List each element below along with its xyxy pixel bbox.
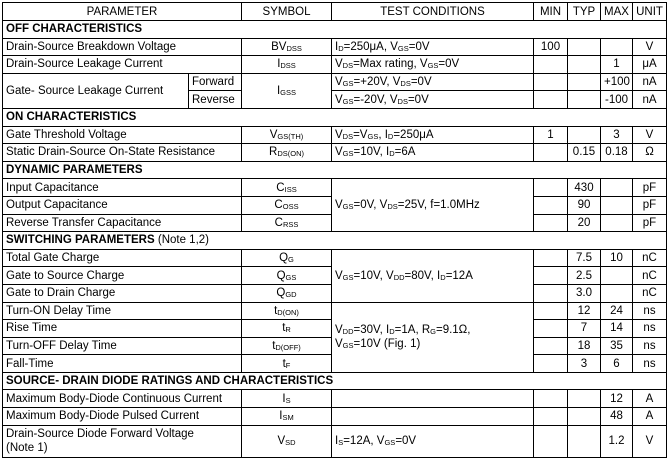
table-row xyxy=(3,179,667,197)
max-cell: 14 xyxy=(601,320,633,338)
param-cell: Gate- Source Leakage Current xyxy=(3,73,189,108)
param-cell: Drain-Source Breakdown Voltage xyxy=(3,38,242,56)
header-parameter: PARAMETER xyxy=(3,3,242,21)
min-cell xyxy=(534,408,568,426)
max-cell: 12 xyxy=(601,390,633,408)
typ-cell xyxy=(568,408,601,426)
min-cell xyxy=(534,390,568,408)
max-cell xyxy=(601,214,633,232)
table-row xyxy=(3,73,667,91)
typ-cell xyxy=(568,38,601,56)
unit-cell: ns xyxy=(633,302,667,320)
section-title: DYNAMIC PARAMETERS xyxy=(3,161,667,179)
table-row xyxy=(3,302,667,320)
max-cell xyxy=(601,284,633,302)
unit-cell: V xyxy=(633,126,667,144)
unit-cell: nC xyxy=(633,284,667,302)
condition-cell: $V_{DS}=Max$ rating, $V_{GS}=0V$ xyxy=(332,56,534,74)
max-cell: -100 xyxy=(601,91,633,109)
typ-cell xyxy=(568,425,601,457)
condition-cell: $I_S=12A$, $V_{GS}=0V$ xyxy=(332,425,534,457)
symbol-cell: $t_F$ xyxy=(242,355,332,373)
unit-cell: ns xyxy=(633,337,667,355)
min-cell xyxy=(534,91,568,109)
header-row xyxy=(3,3,667,21)
min-cell xyxy=(534,196,568,214)
min-cell xyxy=(534,337,568,355)
min-cell xyxy=(534,56,568,74)
param-cell: Output Capacitance xyxy=(3,196,242,214)
typ-cell xyxy=(568,91,601,109)
section-dynamic xyxy=(3,161,667,179)
max-cell: +100 xyxy=(601,73,633,91)
max-cell: 48 xyxy=(601,408,633,426)
typ-cell xyxy=(568,56,601,74)
header-symbol: SYMBOL xyxy=(242,3,332,21)
condition-cell xyxy=(332,408,534,426)
typ-cell: 12 xyxy=(568,302,601,320)
symbol-cell: $I_S$ xyxy=(242,390,332,408)
unit-cell: nC xyxy=(633,267,667,285)
condition-cell: $I_D=250\mu A$, $V_{GS}=0V$ xyxy=(332,38,534,56)
header-typ: TYP xyxy=(568,3,601,21)
typ-cell: 430 xyxy=(568,179,601,197)
param-cell: Static Drain-Source On-State Resistance xyxy=(3,144,242,162)
condition-cell: $V_{DD}=30V$, $I_D=1A$, $R_G=9.1\Omega$, $V_{GS}=10V$ (Fig. 1) xyxy=(332,302,534,372)
max-cell: 10 xyxy=(601,249,633,267)
symbol-cell: $C_{OSS}$ xyxy=(242,196,332,214)
header-max: MAX xyxy=(601,3,633,21)
min-cell xyxy=(534,267,568,285)
min-cell: 1 xyxy=(534,126,568,144)
table-row xyxy=(3,126,667,144)
param-cell: Turn-OFF Delay Time xyxy=(3,337,242,355)
min-cell xyxy=(534,179,568,197)
unit-cell: μA xyxy=(633,56,667,74)
condition-cell: $V_{GS}=-20V$, $V_{DS}=0V$ xyxy=(332,91,534,109)
min-cell xyxy=(534,144,568,162)
param-cell: Rise Time xyxy=(3,320,242,338)
typ-cell: 7.5 xyxy=(568,249,601,267)
condition-cell: $V_{GS}=+20V$, $V_{DS}=0V$ xyxy=(332,73,534,91)
unit-cell: pF xyxy=(633,214,667,232)
header-min: MIN xyxy=(534,3,568,21)
min-cell xyxy=(534,320,568,338)
min-cell xyxy=(534,214,568,232)
max-cell: 3 xyxy=(601,126,633,144)
unit-cell: ns xyxy=(633,320,667,338)
param-cell: Drain-Source Leakage Current xyxy=(3,56,242,74)
table-row xyxy=(3,390,667,408)
min-cell xyxy=(534,302,568,320)
typ-cell: 2.5 xyxy=(568,267,601,285)
max-cell: 0.18 xyxy=(601,144,633,162)
section-title: OFF CHARACTERISTICS xyxy=(3,21,667,39)
condition-cell: $V_{GS}=0V$, $V_{DS}=25V$, f=1.0MHz xyxy=(332,179,534,232)
param-cell: Fall-Time xyxy=(3,355,242,373)
section-diode xyxy=(3,372,667,390)
param-cell: Gate to Drain Charge xyxy=(3,284,242,302)
min-cell: 100 xyxy=(534,38,568,56)
table-row xyxy=(3,249,667,267)
typ-cell xyxy=(568,126,601,144)
condition-cell xyxy=(332,390,534,408)
condition-cell: $V_{DS}=V_{GS}$, $I_D=250\mu A$ xyxy=(332,126,534,144)
min-cell xyxy=(534,249,568,267)
max-cell: 35 xyxy=(601,337,633,355)
symbol-cell: $R_{DS(ON)}$ xyxy=(242,144,332,162)
max-cell: 6 xyxy=(601,355,633,373)
symbol-cell: $I_{DSS}$ xyxy=(242,56,332,74)
electrical-characteristics-table xyxy=(2,2,667,458)
symbol-cell: $C_{RSS}$ xyxy=(242,214,332,232)
subparam-cell: Forward xyxy=(189,73,242,91)
unit-cell: pF xyxy=(633,179,667,197)
symbol-cell: $t_{D(ON)}$ xyxy=(242,302,332,320)
unit-cell: Ω xyxy=(633,144,667,162)
max-cell xyxy=(601,196,633,214)
unit-cell: pF xyxy=(633,196,667,214)
unit-cell: nC xyxy=(633,249,667,267)
typ-cell: 7 xyxy=(568,320,601,338)
unit-cell: V xyxy=(633,38,667,56)
symbol-cell: $Q_{GS}$ xyxy=(242,267,332,285)
unit-cell: ns xyxy=(633,355,667,373)
typ-cell: 90 xyxy=(568,196,601,214)
symbol-cell: $BV_{DSS}$ xyxy=(242,38,332,56)
symbol-cell: $C_{ISS}$ xyxy=(242,179,332,197)
section-switching xyxy=(3,232,667,250)
param-cell: Turn-ON Delay Time xyxy=(3,302,242,320)
max-cell: 1.2 xyxy=(601,425,633,457)
section-title: ON CHARACTERISTICS xyxy=(3,108,667,126)
symbol-cell: $Q_G$ xyxy=(242,249,332,267)
section-on xyxy=(3,108,667,126)
symbol-cell: $I_{SM}$ xyxy=(242,408,332,426)
symbol-cell: $I_{GSS}$ xyxy=(242,73,332,108)
min-cell xyxy=(534,73,568,91)
unit-cell: nA xyxy=(633,73,667,91)
symbol-cell: $V_{GS(TH)}$ xyxy=(242,126,332,144)
typ-cell: 3 xyxy=(568,355,601,373)
unit-cell: V xyxy=(633,425,667,457)
typ-cell: 20 xyxy=(568,214,601,232)
section-title: SOURCE- DRAIN DIODE RATINGS AND CHARACTERISTICS xyxy=(3,372,667,390)
table-row xyxy=(3,56,667,74)
param-cell: Gate Threshold Voltage xyxy=(3,126,242,144)
table-row xyxy=(3,38,667,56)
unit-cell: A xyxy=(633,408,667,426)
header-unit: UNIT xyxy=(633,3,667,21)
min-cell xyxy=(534,355,568,373)
max-cell xyxy=(601,179,633,197)
condition-cell: $V_{GS}=10V$, $I_D=6A$ xyxy=(332,144,534,162)
symbol-cell: $t_{D(OFF)}$ xyxy=(242,337,332,355)
symbol-cell: $t_R$ xyxy=(242,320,332,338)
max-cell xyxy=(601,38,633,56)
section-off xyxy=(3,21,667,39)
param-cell: Total Gate Charge xyxy=(3,249,242,267)
subparam-cell: Reverse xyxy=(189,91,242,109)
unit-cell: nA xyxy=(633,91,667,109)
typ-cell: 18 xyxy=(568,337,601,355)
symbol-cell: $V_{SD}$ xyxy=(242,425,332,457)
typ-cell xyxy=(568,390,601,408)
typ-cell: 0.15 xyxy=(568,144,601,162)
typ-cell: 3.0 xyxy=(568,284,601,302)
param-cell: Drain-Source Diode Forward Voltage (Note 1) xyxy=(3,425,242,457)
table-row xyxy=(3,144,667,162)
param-cell: Reverse Transfer Capacitance xyxy=(3,214,242,232)
param-cell: Gate to Source Charge xyxy=(3,267,242,285)
header-test-conditions: TEST CONDITIONS xyxy=(332,3,534,21)
param-cell: Maximum Body-Diode Pulsed Current xyxy=(3,408,242,426)
min-cell xyxy=(534,284,568,302)
condition-cell: $V_{GS}=10V$, $V_{DD}=80V$, $I_D=12A$ xyxy=(332,249,534,302)
table-row xyxy=(3,408,667,426)
param-cell: Input Capacitance xyxy=(3,179,242,197)
max-cell xyxy=(601,267,633,285)
section-title: SWITCHING PARAMETERS (Note 1,2) xyxy=(3,232,667,250)
max-cell: 24 xyxy=(601,302,633,320)
min-cell xyxy=(534,425,568,457)
unit-cell: A xyxy=(633,390,667,408)
table-row xyxy=(3,425,667,457)
param-cell: Maximum Body-Diode Continuous Current xyxy=(3,390,242,408)
typ-cell xyxy=(568,73,601,91)
symbol-cell: $Q_{GD}$ xyxy=(242,284,332,302)
max-cell: 1 xyxy=(601,56,633,74)
